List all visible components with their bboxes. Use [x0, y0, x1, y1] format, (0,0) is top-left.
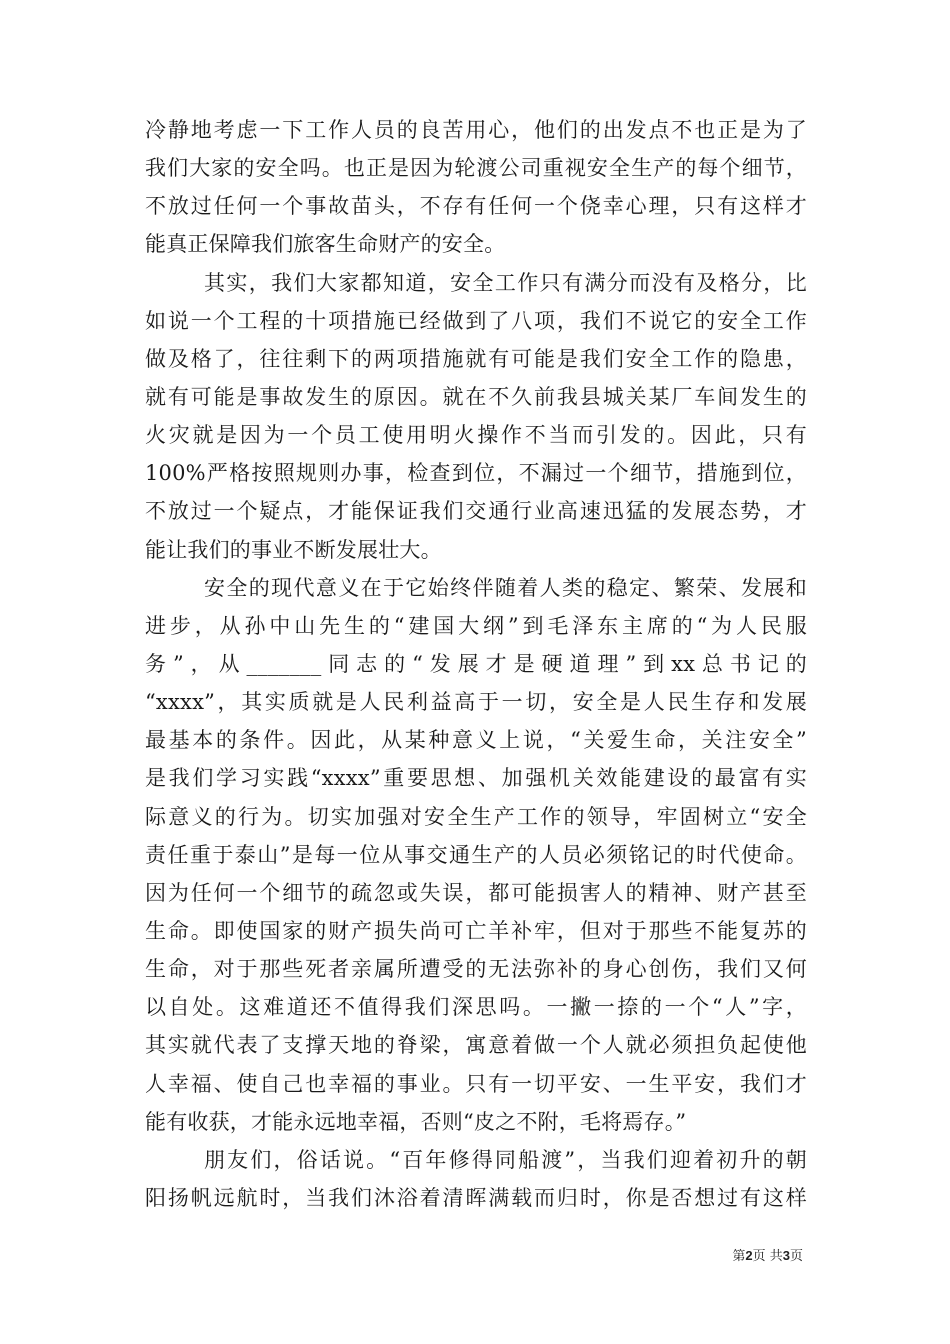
text-line: 责任重于泰山”是每一位从事交通生产的人员必须铭记的时代使命。: [145, 842, 807, 867]
text-line: 其实，我们大家都知道，安全工作只有满分而没有及格分，比: [204, 270, 807, 295]
text-line: 能有收获，才能永远地幸福，否则“皮之不附，毛将焉存。”: [145, 1109, 687, 1134]
text-line: 最基本的条件。因此，从某种意义上说，“关爱生命，关注安全”: [145, 728, 807, 753]
text-line: 能真正保障我们旅客生命财产的安全。: [145, 232, 506, 257]
footer-middle: 页 共: [752, 1249, 783, 1264]
text-line: 冷静地考虑一下工作人员的良苦用心，他们的出发点不也正是为了: [145, 118, 807, 142]
total-page-number: 3: [782, 1248, 790, 1263]
text-line: 因为任何一个细节的疏忽或失误，都可能损害人的精神、财产甚至: [145, 880, 807, 905]
current-page-number: 2: [745, 1248, 753, 1263]
text-line: 生命，对于那些死者亲属所遭受的无法弥补的身心创伤，我们又何: [145, 957, 807, 982]
text-line: “xxxx”，其实质就是人民利益高于一切，安全是人民生存和发展: [145, 690, 807, 715]
text-line: 能让我们的事业不断发展壮大。: [145, 537, 442, 562]
text-line: 不放过一个疑点，才能保证我们交通行业高速迅猛的发展态势，才: [145, 499, 807, 524]
text-line: 是我们学习实践“xxxx”重要思想、加强机关效能建设的最富有实: [145, 766, 807, 791]
text-line: 务”，从_______同志的“发展才是硬道理”到xx总书记的: [145, 651, 807, 676]
text-line: 如说一个工程的十项措施已经做到了八项，我们不说它的安全工作: [145, 308, 807, 333]
text-line: 火灾就是因为一个员工使用明火操作不当而引发的。因此，只有: [145, 423, 807, 448]
document-body: [145, 111, 807, 1217]
text-line: 不放过任何一个事故苗头，不存有任何一个侥幸心理，只有这样才: [145, 194, 807, 219]
text-line: 际意义的行为。切实加强对安全生产工作的领导，牢固树立“安全: [145, 804, 807, 829]
text-line: 以自处。这难道还不值得我们深思吗。一撇一捺的一个“人”字，: [145, 995, 807, 1020]
footer-prefix: 第: [732, 1249, 746, 1264]
page-footer: [732, 1245, 803, 1264]
text-line: 人幸福、使自己也幸福的事业。只有一切平安、一生平安，我们才: [145, 1071, 807, 1096]
text-line: 做及格了，往往剩下的两项措施就有可能是我们安全工作的隐患，: [145, 346, 807, 371]
text-line: 其实就代表了支撑天地的脊梁，寓意着做一个人就必须担负起使他: [145, 1033, 807, 1058]
text-line: 就有可能是事故发生的原因。就在不久前我县城关某厂车间发生的: [145, 384, 807, 409]
text-line: 进步，从孙中山先生的“建国大纲”到毛泽东主席的“为人民服: [145, 613, 807, 638]
footer-suffix: 页: [789, 1249, 803, 1264]
text-line: 朋友们，俗话说。“百年修得同船渡”，当我们迎着初升的朝: [204, 1147, 807, 1172]
text-line: 100%严格按照规则办事，检查到位，不漏过一个细节，措施到位，: [145, 461, 807, 486]
text-line: 安全的现代意义在于它始终伴随着人类的稳定、繁荣、发展和: [204, 575, 807, 600]
text-line: 我们大家的安全吗。也正是因为轮渡公司重视安全生产的每个细节，: [145, 156, 807, 181]
text-line: 阳扬帆远航时，当我们沐浴着清晖满载而归时，你是否想过有这样: [145, 1185, 807, 1210]
text-line: 生命。即使国家的财产损失尚可亡羊补牢，但对于那些不能复苏的: [145, 918, 807, 943]
